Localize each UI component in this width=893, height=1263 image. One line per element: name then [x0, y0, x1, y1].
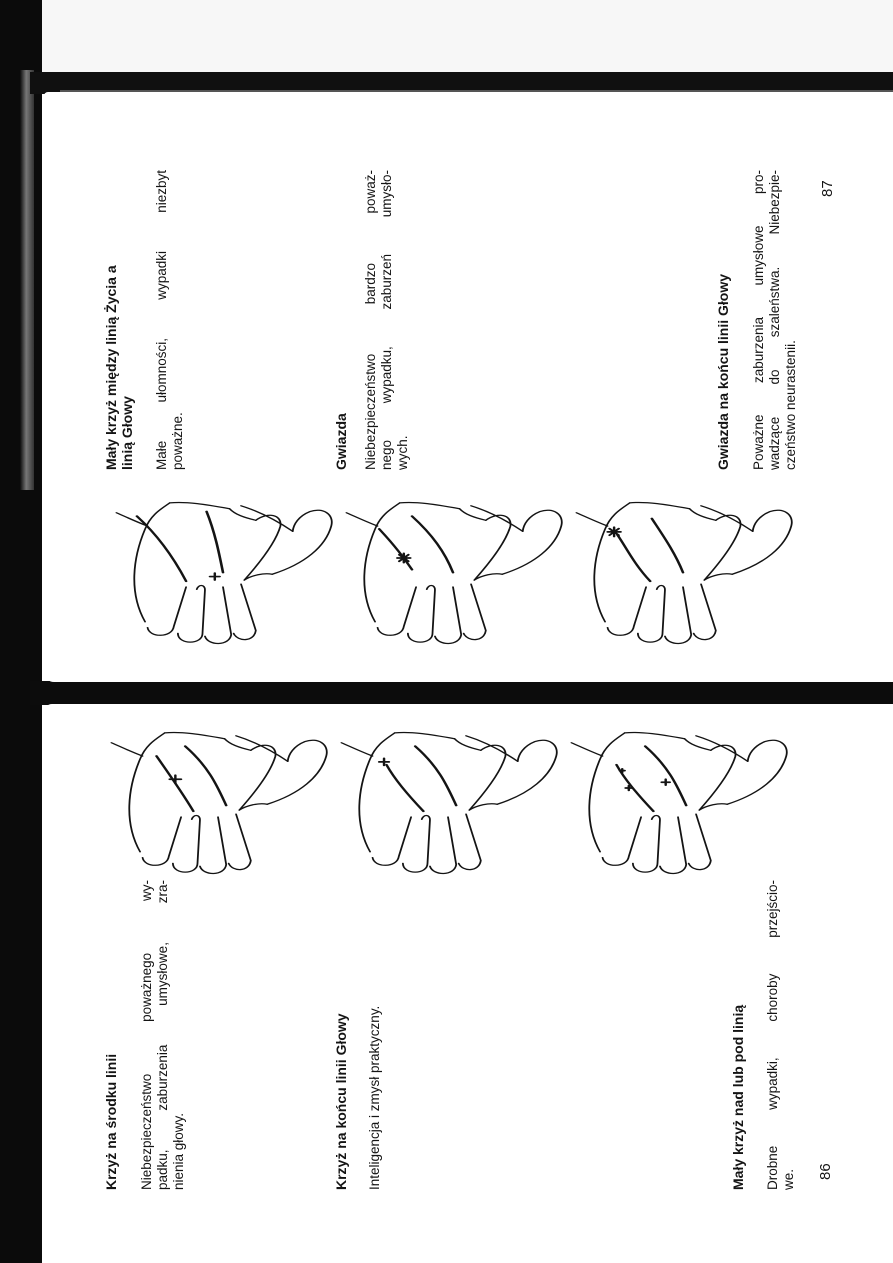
- palm-illustration: [325, 710, 565, 875]
- section-heading: [103, 880, 119, 1190]
- hand-drawing: [330, 480, 570, 645]
- body-line: poważne.: [170, 412, 185, 470]
- page-gutter: [30, 681, 893, 705]
- heading-line: linią Głowy: [119, 396, 135, 470]
- palm-line: [617, 535, 650, 581]
- hand-outline: [571, 732, 786, 873]
- heading-line: Gwiazda: [333, 413, 349, 470]
- body-line: czeństwo neurastenii.: [783, 340, 798, 470]
- page-number: 86: [817, 1163, 834, 1180]
- page-number: 87: [819, 180, 836, 197]
- body-line: nego wypadku, zaburzeń umysło-: [379, 170, 394, 470]
- body-line: we.: [781, 1168, 796, 1190]
- section-body: [765, 880, 797, 1190]
- section-body: [139, 880, 187, 1190]
- star-mark-icon: [608, 527, 621, 536]
- palm-line: [185, 746, 226, 805]
- section-heading: [333, 880, 349, 1190]
- heading-line: Mały krzyż między linią Życia a: [103, 265, 119, 470]
- heading-line: Gwiazda na końcu linii Głowy: [715, 273, 731, 470]
- palm-illustration: [330, 480, 570, 645]
- section-heading: [730, 880, 746, 1190]
- body-line: Małe ułomności, wypadki niezbyt: [154, 170, 169, 470]
- hand-drawing: [560, 480, 800, 645]
- hand-drawing: [555, 710, 795, 875]
- section-heading: [103, 170, 135, 470]
- section-body: [363, 170, 411, 470]
- palm-line: [387, 765, 424, 811]
- body-line: wych.: [395, 435, 410, 470]
- body-line: Poważne zaburzenia umysłowe pro-: [751, 170, 766, 470]
- palm-illustration: [100, 480, 340, 645]
- heading-line: Krzyż na końcu linii Głowy: [333, 1013, 349, 1190]
- star-mark-icon: [397, 553, 410, 562]
- palm-illustration: [555, 710, 795, 875]
- cross-mark-icon: [210, 573, 220, 580]
- hand-outline: [111, 732, 326, 873]
- body-line: padku, zaburzenia umysłowe, zra-: [155, 880, 170, 1190]
- body-line: Niebezpieczeństwo poważnego wy-: [139, 880, 154, 1190]
- body-line: wadzące do szaleństwa. Niebezpie-: [767, 170, 782, 470]
- palm-line: [652, 519, 683, 573]
- hand-outline: [341, 732, 556, 873]
- palm-illustration: [95, 710, 335, 875]
- section-body: [154, 170, 186, 470]
- scan-background: [0, 0, 893, 80]
- palm-line: [412, 516, 453, 572]
- body-line: Niebezpieczeństwo bardzo poważ-: [363, 170, 378, 470]
- palm-illustration: [560, 480, 800, 645]
- book-spine-edge: [20, 70, 34, 490]
- hand-drawing: [100, 480, 340, 645]
- palm-line: [207, 512, 223, 573]
- heading-line: Mały krzyż nad lub pod linią: [730, 1004, 746, 1190]
- palm-line: [645, 746, 686, 805]
- hand-drawing: [325, 710, 565, 875]
- body-line: Inteligencja i zmysł praktyczny.: [367, 1005, 382, 1190]
- section-body: [367, 880, 383, 1190]
- section-heading: [333, 170, 349, 470]
- heading-line: Krzyż na środku linii: [103, 1053, 119, 1190]
- section-body: [751, 170, 799, 470]
- body-line: nienia głowy.: [171, 1112, 186, 1190]
- hand-drawing: [95, 710, 335, 875]
- palm-line: [415, 746, 456, 805]
- section-heading: [715, 170, 731, 470]
- body-line: Drobne wypadki, choroby przejścio-: [765, 880, 780, 1190]
- palm-line: [379, 529, 412, 570]
- palm-line: [137, 516, 186, 581]
